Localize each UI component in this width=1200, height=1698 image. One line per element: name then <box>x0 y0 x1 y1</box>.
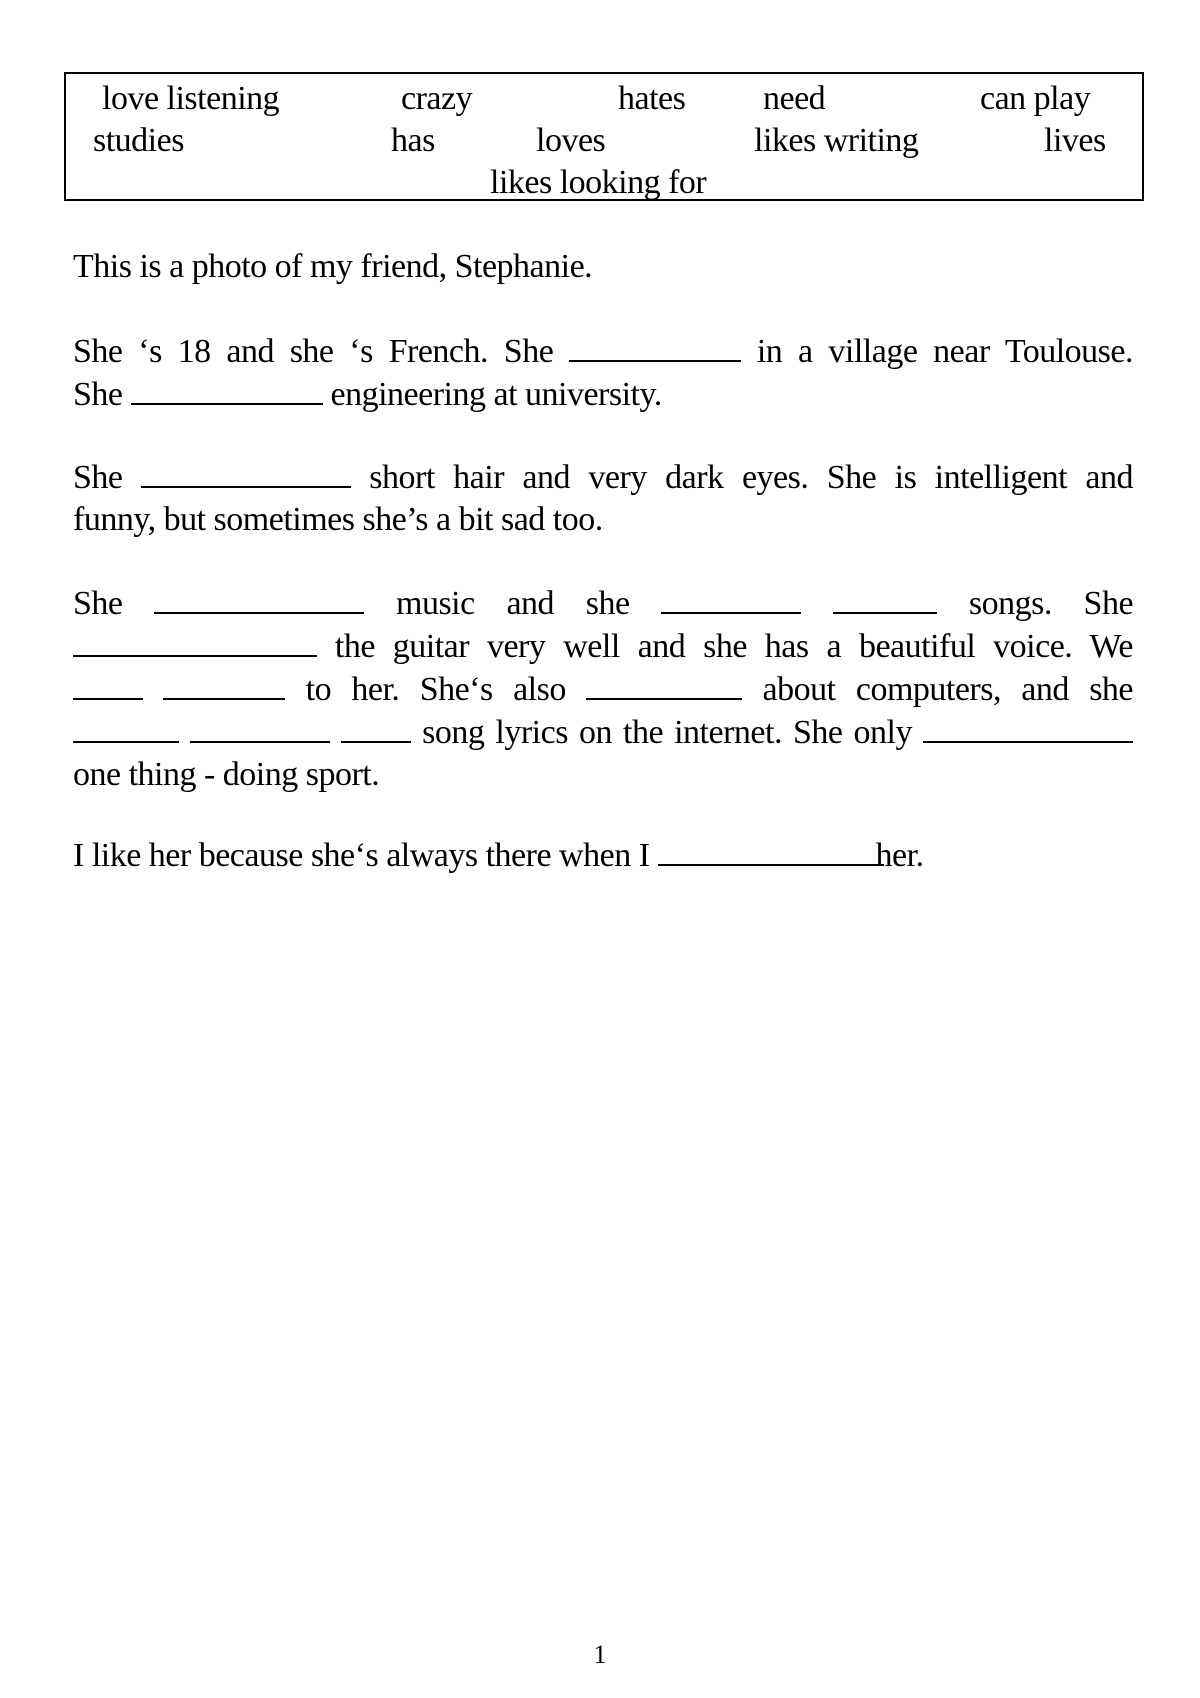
paragraph-line <box>73 330 1133 373</box>
intro-text: This is a photo of my friend, Stephanie. <box>73 248 593 285</box>
text-segment: short hair and very dark eyes. She is intelligent and <box>369 459 1134 496</box>
paragraph-line <box>73 668 1133 711</box>
word-bank-item: lives <box>1044 122 1106 159</box>
paragraph-3 <box>73 582 1133 796</box>
text-segment: to her. She‘s also <box>305 671 566 708</box>
word-bank-item: likes looking for <box>490 164 707 201</box>
paragraph-2 <box>73 456 1133 541</box>
paragraph-line <box>73 834 1133 877</box>
answer-blank[interactable] <box>73 711 179 743</box>
word-bank-box <box>64 72 1144 201</box>
answer-blank[interactable] <box>661 582 801 614</box>
word-bank-item: studies <box>93 122 184 159</box>
answer-blank[interactable] <box>341 711 411 743</box>
text-segment: her. <box>875 837 924 874</box>
word-bank-item: loves <box>536 122 606 159</box>
intro-paragraph <box>73 246 1133 288</box>
answer-blank[interactable] <box>154 582 364 614</box>
text-segment: songs. She <box>968 585 1134 622</box>
answer-blank[interactable] <box>73 668 143 700</box>
paragraph-line <box>73 499 1133 541</box>
word-bank-item: likes writing <box>754 122 919 159</box>
word-bank-item: need <box>763 80 826 117</box>
text-segment: She <box>73 585 123 622</box>
text-segment: music and she <box>396 585 630 622</box>
word-bank-item: love listening <box>102 80 280 117</box>
answer-blank[interactable] <box>73 625 317 657</box>
paragraph-1 <box>73 330 1133 416</box>
paragraph-line <box>73 456 1133 499</box>
word-bank-item: has <box>391 122 435 159</box>
text-segment: about computers, and she <box>762 671 1134 708</box>
text-segment: in a village near Toulouse. <box>756 333 1133 370</box>
paragraph-line <box>73 711 1133 754</box>
answer-blank[interactable] <box>569 330 741 362</box>
answer-blank[interactable] <box>658 834 884 866</box>
text-segment: the guitar very well and she has a beautiful voice. We <box>334 628 1134 665</box>
page-number: 1 <box>593 1640 607 1669</box>
paragraph-line <box>73 625 1133 668</box>
paragraph-line <box>73 373 1133 416</box>
text-segment: She <box>73 459 123 496</box>
paragraph-line <box>73 754 1133 796</box>
answer-blank[interactable] <box>833 582 937 614</box>
text-segment: one thing - doing sport. <box>73 756 380 793</box>
word-bank-item: crazy <box>401 80 473 117</box>
answer-blank[interactable] <box>163 668 285 700</box>
word-bank-item: can play <box>980 80 1091 117</box>
paragraph-line <box>73 582 1133 625</box>
answer-blank[interactable] <box>586 668 742 700</box>
text-segment: funny, but sometimes she’s a bit sad too. <box>73 501 603 538</box>
text-segment: song lyrics on the internet. She only <box>422 714 912 751</box>
text-segment: I like her because she‘s always there when I <box>73 837 650 874</box>
answer-blank[interactable] <box>190 711 330 743</box>
text-segment: engineering at university. <box>330 376 662 413</box>
paragraph-4 <box>73 834 1133 877</box>
text-segment: She <box>73 376 123 413</box>
answer-blank[interactable] <box>131 373 323 405</box>
answer-blank[interactable] <box>141 456 351 488</box>
text-segment: She ‘s 18 and she ‘s French. She <box>73 333 554 370</box>
answer-blank[interactable] <box>923 711 1133 743</box>
word-bank-item: hates <box>618 80 686 117</box>
